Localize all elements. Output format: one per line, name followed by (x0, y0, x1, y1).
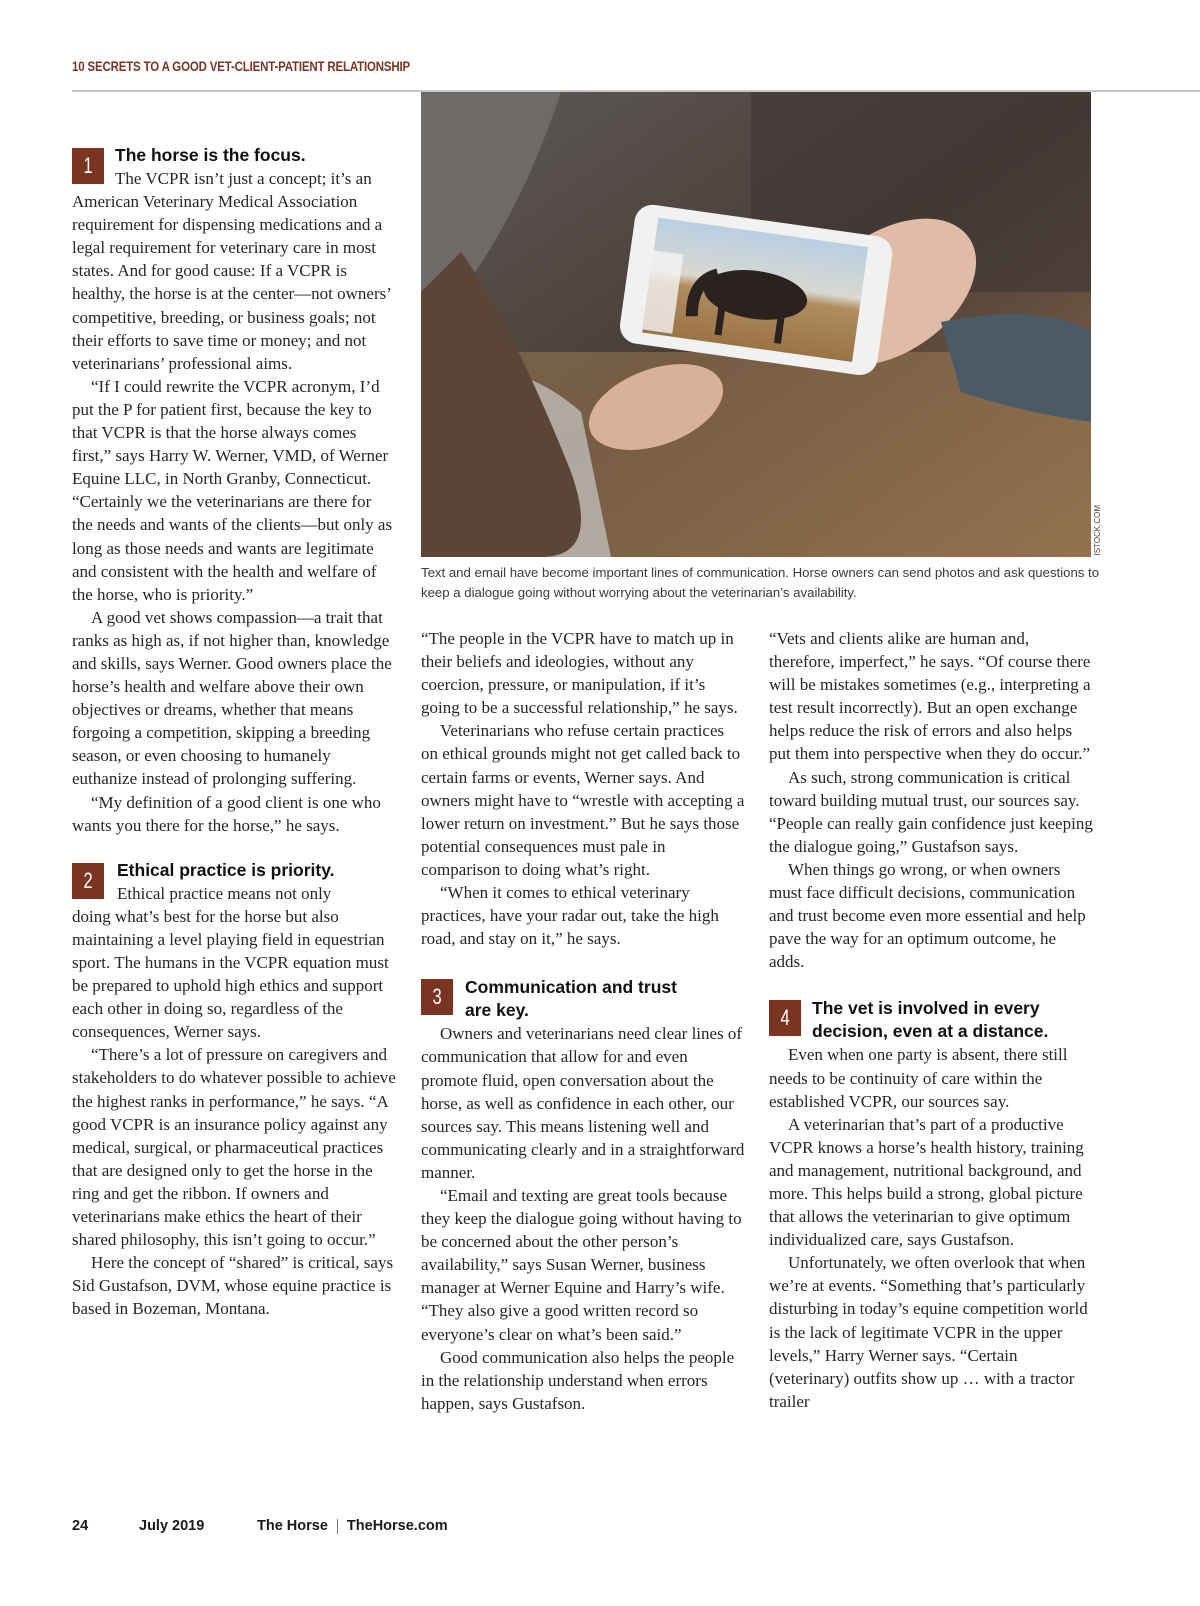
magazine-name: The Horse (257, 1518, 328, 1534)
website-link[interactable]: TheHorse.com (346, 1518, 448, 1534)
footer-divider (337, 1519, 338, 1534)
section-4 (769, 997, 1093, 1413)
page-number: 24 (72, 1518, 89, 1534)
running-title: 10 SECRETS TO A GOOD VET-CLIENT-PATIENT RELATIONSHIP (72, 58, 411, 74)
issue-date: July 2019 (139, 1518, 205, 1534)
section-number-badge: 2 (72, 863, 104, 899)
section-number-badge: 3 (421, 979, 453, 1015)
paragraph: “My definition of a good client is one who wants you there for the horse,” he says. (72, 792, 381, 835)
paragraph: “The people in the VCPR have to match up in their beliefs and ideologies, without any coercion, pressure, or manipulation, if it’s going to be a successful relationship,” he says. (421, 629, 738, 718)
section-lead-text: The VCPR isn’t just a concept; it’s an (115, 169, 372, 188)
paragraph: doing what’s best for the horse but also maintaining a level playing field in equestrian sport. The humans in the VCPR equation must be prepared to uphold high ethics and support each other in doing so, regardless of the consequences, Werner says. (72, 906, 389, 1042)
section-number-badge: 1 (72, 148, 104, 184)
paragraph: Veterinarians who refuse certain practices on ethical grounds might not get called back to certain farms or events, Werner says. And owners might have to “wrestle with accepting a lower return on investment.” But he says those potential consequences must pale in comparison to doing what’s right. (421, 721, 745, 879)
footer-publication (257, 1518, 448, 1534)
article-photo (421, 92, 1091, 557)
paragraph: A good vet shows compassion—a trait that ranks as high as, if not higher than, knowledge and skills, says Werner. Good owners place the horse’s health and welfare above their own objectives or dreams, whether that means forgoing a competition, skipping a breeding season, or even choosing to humanely euthanize instead of prolonging suffering. (72, 607, 392, 789)
paragraph: “Email and texting are great tools because they keep the dialogue going without having to be concerned about the other person’s availability,” says Susan Werner, business manager at Werner Equine and Harry’s wife. “They also give a good written record so everyone’s clear on what’s been said.” (421, 1185, 742, 1344)
paragraph: A veterinarian that’s part of a productive VCPR knows a horse’s health history, training and management, nutritional background, and more. This helps build a strong, global picture that allows the veterinarian to give optimum individualized care, says Gustafson. (769, 1114, 1084, 1250)
section-title: The horse is the focus. (115, 145, 306, 165)
paragraph: Even when one party is absent, there still needs to be continuity of care within the established VCPR, our sources say. (769, 1045, 1068, 1111)
paragraph: Unfortunately, we often overlook that when we’re at events. “Something that’s particularly disturbing in today’s equine competition world is the lack of legitimate VCPR in the upper levels,” Harry Werner says. “Certain (veterinary) outfits show up … with a tractor trailer (769, 1253, 1088, 1411)
paragraph: “There’s a lot of pressure on caregivers and stakeholders to do whatever possible to achieve the highest ranks in performance,” he says. “A good VCPR is an insurance policy against any medical, surgical, or pharmaceutical practices that are designed only to get the horse in the ring and get the ribbon. If owners and veterinarians make ethics the heart of their shared philosophy, this isn’t going to occur.” (72, 1045, 396, 1250)
section-title-line-2: decision, even at a distance. (812, 1021, 1049, 1042)
section-title: Communication and trust (465, 977, 677, 998)
section-title: Ethical practice is priority. (117, 859, 335, 880)
section-1 (72, 144, 396, 837)
paragraph: As such, strong communication is critical toward building mutual trust, our sources say. “People can really gain confidence just keeping the dialogue going,” Gustafson says. (769, 767, 1093, 856)
paragraph: “When it comes to ethical veterinary practices, have your radar out, take the high road, and stay on it,” he says. (421, 883, 719, 949)
column-2 (421, 627, 745, 1415)
paragraph: Owners and veterinarians need clear lines of communication that allow for and even promote fluid, open conversation about the horse, as well as confidence in each other, our sources say. This means listening well and communicating clearly and in a straightforward manner. (421, 1024, 745, 1182)
paragraph: American Veterinary Medical Association requirement for dispensing medications and a legal requirement for veterinary care in most states. And for good cause: If a VCPR is healthy, the horse is at the center—not owners’ competitive, breeding, or business goals; not their efforts to save time or money; and not veterinarians’ professional aims. (72, 192, 391, 373)
photo-caption: Text and email have become important lines of communication. Horse owners can send photos and ask questions to keep a dialogue going without worrying about the veterinarian’s availability. (421, 565, 1100, 600)
section-title: The vet is involved in every (812, 998, 1040, 1019)
paragraph: Good communication also helps the people in the relationship understand when errors happen, says Gustafson. (421, 1347, 735, 1413)
section-number-badge: 4 (769, 1000, 801, 1036)
section-title-line-2: are key. (465, 1000, 529, 1021)
paragraph: When things go wrong, or when owners must face difficult decisions, communication and trust become even more essential and help pave the way for an optimum outcome, he adds. (769, 859, 1086, 972)
photo-credit: ISTOCK.COM (1093, 505, 1102, 556)
paragraph: “If I could rewrite the VCPR acronym, I’d put the P for patient first, because the key to that VCPR is that the horse always comes first,” says Harry W. Werner, VMD, of Werner Equine LLC, in North Granby, Connecticut. “Certainly we the veterinarians are there for the needs and wants of the clients—but only as long as those needs and wants are legitimate and consistent with the health and welfare of the horse, who is priority.” (72, 376, 393, 604)
section-lead-text: Ethical practice means not only (117, 883, 332, 903)
section-3 (421, 976, 745, 1415)
paragraph: “Vets and clients alike are human and, therefore, imperfect,” he says. “Of course there will be mistakes sometimes (e.g., interpreting a test result incorrectly). But an open exchange helps reduce the risk of errors and also helps put them into perspective when they do occur.” (769, 629, 1091, 764)
column-1 (72, 144, 396, 1321)
column-3 (769, 627, 1093, 1413)
section-2 (72, 859, 396, 1321)
paragraph: Here the concept of “shared” is critical, says Sid Gustafson, DVM, whose equine practice is based in Bozeman, Montana. (72, 1253, 394, 1319)
